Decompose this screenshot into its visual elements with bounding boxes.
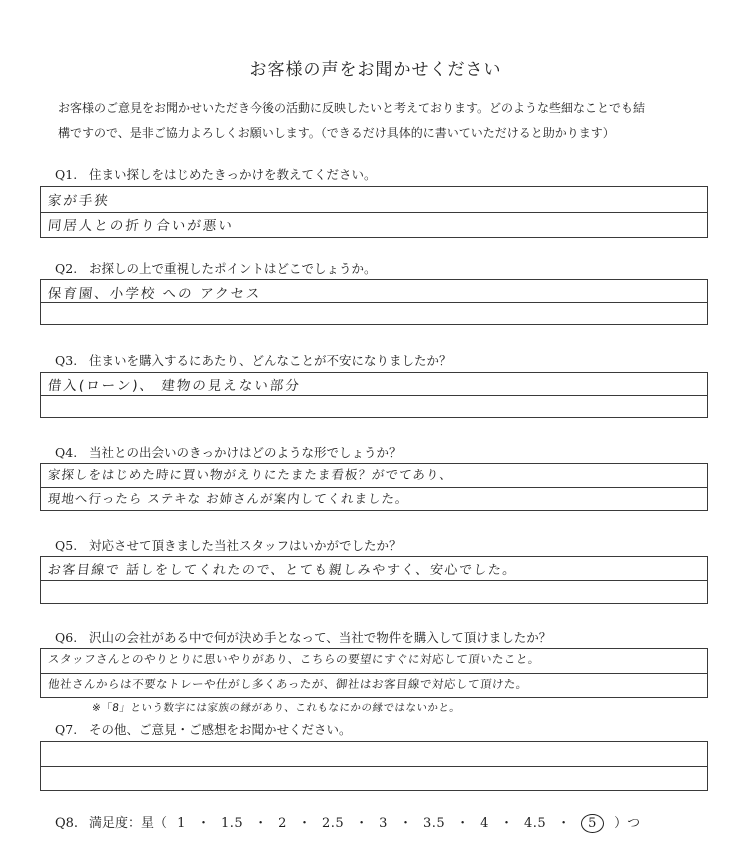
- question-text: 対応させて頂きました当社スタッフはいかがでしたか？: [89, 538, 402, 553]
- answer-line: [41, 303, 707, 326]
- question-3: [55, 351, 452, 369]
- answer-2-line-1: 保育園、小学校 への アクセス: [46, 286, 263, 302]
- answer-line: [41, 767, 707, 792]
- question-text: 住まいを購入するにあたり、どんなことが不安になりましたか？: [89, 353, 452, 368]
- answer-4-line-1: 家探しをはじめた時に買い物がえりにたまたま看板？がでてあり、: [47, 467, 454, 482]
- rating-separator: ・: [398, 816, 412, 831]
- page-title: お客様の声をお聞かせください: [249, 60, 502, 80]
- question-number: Q7.: [55, 722, 78, 737]
- question-4: [55, 443, 402, 461]
- rating-separator: ・: [456, 816, 470, 831]
- answer-6-line-3: ※「8」という数字には家族の縁があり、これもなにかの縁ではないかと。: [91, 702, 462, 714]
- question-2: [55, 259, 377, 277]
- answer-line: [41, 187, 707, 213]
- rating-separator: ・: [499, 816, 513, 831]
- satisfaction-rating: [55, 812, 640, 833]
- rating-options: [171, 816, 610, 831]
- question-5: [55, 536, 402, 554]
- answer-box-7[interactable]: [40, 741, 708, 791]
- question-number: Q4.: [55, 445, 78, 460]
- answer-1-line-2: 同居人との折り合いが悪い: [46, 218, 235, 234]
- rating-option-1[interactable]: 1: [177, 816, 186, 831]
- question-7: [55, 720, 352, 738]
- rating-separator: ・: [196, 816, 210, 831]
- answer-line: [41, 581, 707, 605]
- question-text: お探しの上で重視したポイントはどこでしょうか。: [89, 261, 377, 276]
- question-number: Q2.: [55, 261, 78, 276]
- answer-1-line-1: 家が手狭: [46, 193, 111, 209]
- rating-option-4[interactable]: 4: [480, 816, 489, 831]
- question-number: Q5.: [55, 538, 78, 553]
- rating-option-2[interactable]: 2: [278, 816, 287, 831]
- rating-option-1-5[interactable]: 1.5: [220, 816, 244, 831]
- answer-6-line-1: スタッフさんとのやりとりに思いやりがあり、こちらの要望にすぐに対応して頂いたこと。: [47, 652, 541, 666]
- answer-line: [41, 742, 707, 767]
- answer-6-line-2: 他社さんからは不要なトレーや仕がし多くあったが、御社はお客目線で対応して頂けた。: [47, 677, 529, 691]
- rating-option-2-5[interactable]: 2.5: [321, 816, 345, 831]
- question-number: Q3.: [55, 353, 78, 368]
- question-6: [55, 628, 551, 646]
- question-text: その他、ご意見・ご感想をお聞かせください。: [89, 722, 352, 737]
- question-number: Q1.: [55, 167, 78, 182]
- rating-option-4-5[interactable]: 4.5: [523, 816, 547, 831]
- question-number: Q6.: [55, 630, 78, 645]
- rating-separator: ・: [557, 816, 571, 831]
- rating-separator: ・: [254, 816, 268, 831]
- answer-line: [41, 396, 707, 419]
- rating-option-3[interactable]: 3: [379, 816, 388, 831]
- answer-4-line-2: 現地へ行ったら ステキな お姉さんが案内してくれました。: [47, 491, 410, 506]
- question-number: Q8.: [55, 816, 79, 831]
- answer-5-line-1: お客目線で 話しをしてくれたので、とても親しみやすく、安心でした。: [47, 563, 518, 578]
- question-1: [55, 165, 377, 183]
- question-text: 当社との出会いのきっかけはどのような形でしょうか？: [89, 445, 402, 460]
- rating-option-5[interactable]: 5: [581, 814, 604, 833]
- rating-suffix: ）つ: [614, 816, 641, 831]
- rating-label: 満足度：星（: [89, 816, 168, 831]
- question-text: 住まい探しをはじめたきっかけを教えてください。: [89, 167, 377, 182]
- rating-option-3-5[interactable]: 3.5: [422, 816, 446, 831]
- rating-separator: ・: [297, 816, 311, 831]
- question-text: 沢山の会社がある中で何が決め手となって、当社で物件を購入して頂けましたか？: [89, 630, 552, 645]
- rating-separator: ・: [355, 816, 369, 831]
- answer-3-line-1: 借入(ローン)、 建物の見えない部分: [46, 378, 302, 394]
- intro-text: お客様のご意見をお聞かせいただき今後の活動に反映したいと考えております。どのような些細なことでも結 構ですので、是非ご協力よろしくお願いします。（できるだけ具体的に書いていただけると助かります）: [58, 101, 646, 140]
